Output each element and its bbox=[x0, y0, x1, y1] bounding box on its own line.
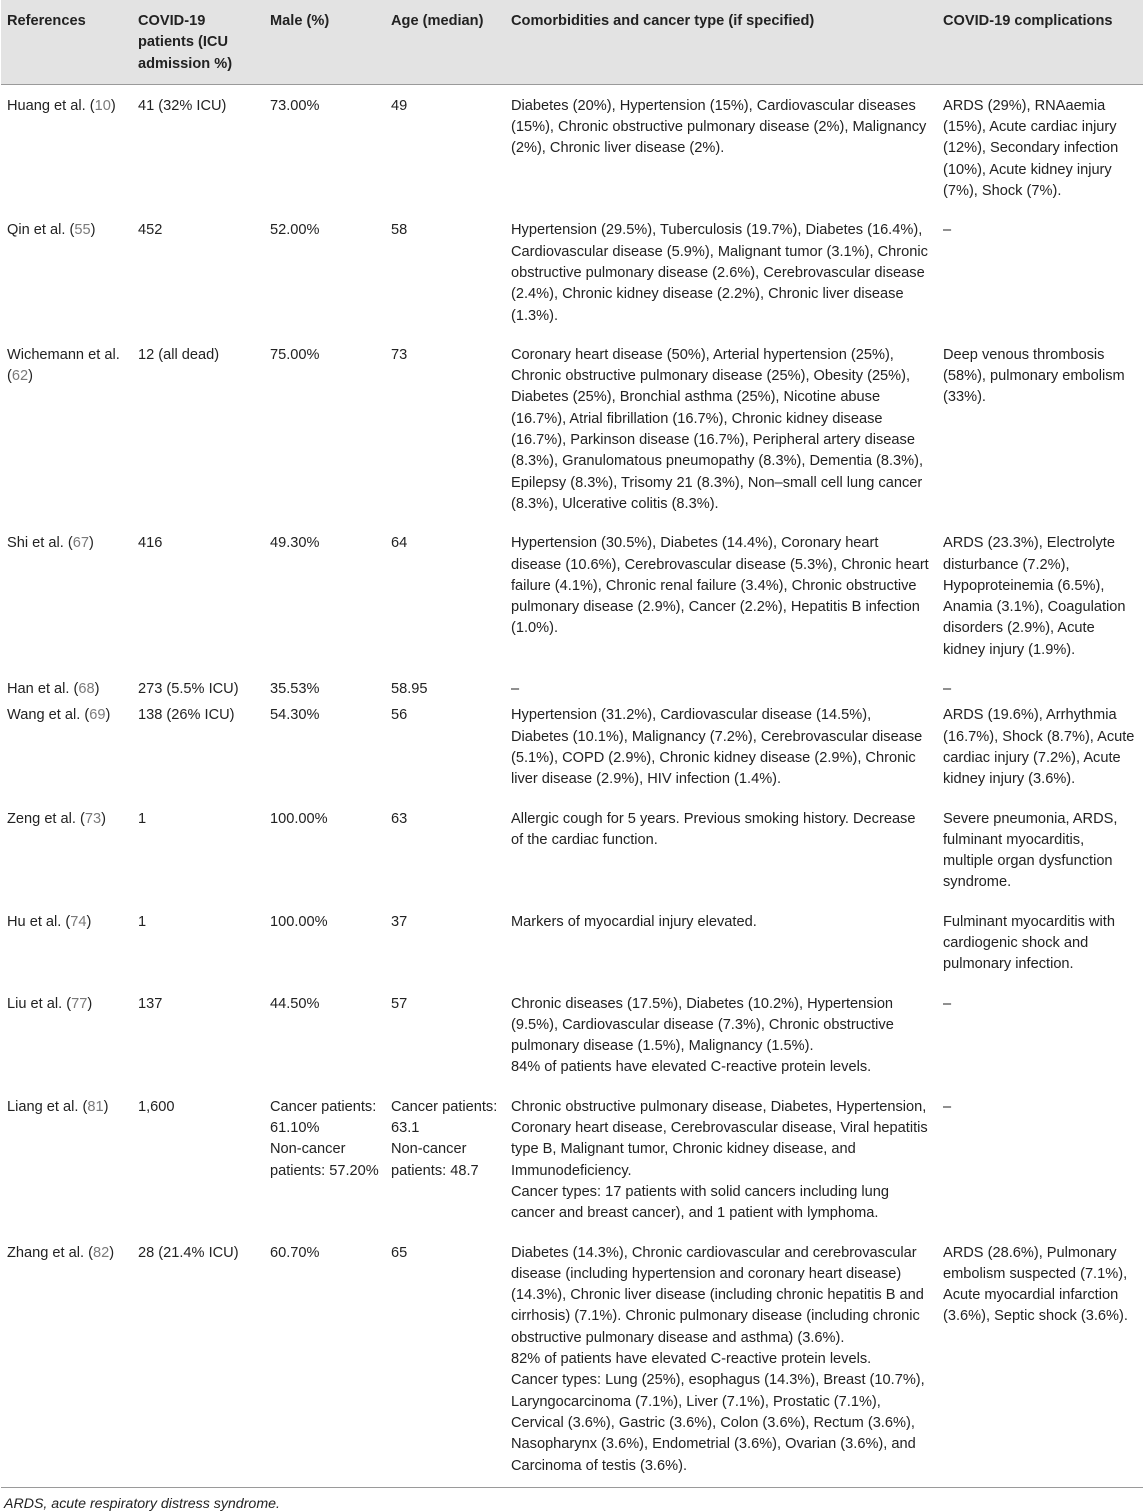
age-value: 65 bbox=[391, 1244, 408, 1261]
comorbidities-text: – bbox=[511, 681, 520, 698]
complications-cell bbox=[937, 1097, 1143, 1243]
reference-close: ) bbox=[28, 368, 33, 385]
patients-cell bbox=[132, 345, 264, 533]
age-value: 37 bbox=[391, 913, 408, 930]
male-value: 52.00% bbox=[270, 222, 320, 239]
age-cell bbox=[385, 809, 505, 912]
comorbidities-text: Hypertension (29.5%), Tuberculosis (19.7%), Diabetes (16.4%), Cardiovascular disease (5.9%), Malignant tumor (3.1%), Chronic obstructive pulmonary disease (2.6%), Cerebrovascular disease (2.4%), Chronic kidney disease (2.2%), Chronic liver disease (1.3%). bbox=[511, 222, 928, 324]
age-cell bbox=[385, 84, 505, 220]
comorbidities-cell bbox=[505, 994, 937, 1097]
reference-cell bbox=[1, 533, 132, 679]
male-cell bbox=[264, 679, 385, 705]
table-footnote: ARDS, acute respiratory distress syndrome. bbox=[4, 1495, 280, 1512]
reference-cell bbox=[1, 994, 132, 1097]
comorbidities-cell bbox=[505, 84, 937, 220]
age-cell bbox=[385, 220, 505, 344]
male-cell bbox=[264, 345, 385, 533]
reference-cell bbox=[1, 809, 132, 912]
complications-text: – bbox=[943, 1098, 952, 1115]
male-value: 49.30% bbox=[270, 535, 320, 552]
complications-text: – bbox=[943, 995, 952, 1012]
patients-value: 452 bbox=[138, 222, 163, 239]
complications-cell bbox=[937, 912, 1143, 994]
complications-cell bbox=[937, 679, 1143, 705]
reference-cell bbox=[1, 912, 132, 994]
patients-cell bbox=[132, 1097, 264, 1243]
table-body bbox=[1, 84, 1143, 1487]
complications-text: Deep venous thrombosis (58%), pulmonary embolism (33%). bbox=[943, 346, 1125, 406]
patients-cell bbox=[132, 533, 264, 679]
patients-value: 28 (21.4% ICU) bbox=[138, 1244, 239, 1261]
reference-link[interactable]: 67 bbox=[72, 535, 89, 552]
reference-cell bbox=[1, 84, 132, 220]
male-value: 35.53% bbox=[270, 681, 320, 698]
age-cell bbox=[385, 912, 505, 994]
age-value: 58.95 bbox=[391, 681, 428, 698]
male-value: 100.00% bbox=[270, 913, 328, 930]
comorbidities-cell bbox=[505, 220, 937, 344]
patients-value: 273 (5.5% ICU) bbox=[138, 681, 239, 698]
complications-cell bbox=[937, 809, 1143, 912]
table-row bbox=[1, 1097, 1143, 1243]
reference-link[interactable]: 68 bbox=[78, 681, 95, 698]
reference-author: Hu et al. ( bbox=[7, 913, 71, 930]
male-cell bbox=[264, 912, 385, 994]
age-cell bbox=[385, 533, 505, 679]
reference-close: ) bbox=[87, 995, 93, 1012]
complications-text: ARDS (19.6%), Arrhythmia (16.7%), Shock (8.7%), Acute cardiac injury (7.2%), Acute kidney injury (3.6%). bbox=[943, 707, 1135, 788]
comorbidities-cell bbox=[505, 912, 937, 994]
patients-cell bbox=[132, 679, 264, 705]
male-value: Non-cancer patients: 57.20% bbox=[270, 1141, 379, 1179]
male-value: 60.70% bbox=[270, 1244, 320, 1261]
male-cell bbox=[264, 705, 385, 808]
table-header-row bbox=[1, 0, 1143, 84]
reference-close: ) bbox=[90, 222, 96, 239]
age-cell bbox=[385, 679, 505, 705]
age-value: 58 bbox=[391, 222, 408, 239]
male-value: Cancer patients: 61.10% bbox=[270, 1098, 377, 1137]
male-cell bbox=[264, 994, 385, 1097]
table-row bbox=[1, 84, 1143, 220]
reference-author: Zeng et al. ( bbox=[7, 810, 85, 827]
age-value: 49 bbox=[391, 97, 408, 114]
patients-cell bbox=[132, 912, 264, 994]
header-patients: COVID-19 patients (ICU admission %) bbox=[132, 0, 264, 84]
table-row bbox=[1, 533, 1143, 679]
reference-author: Huang et al. ( bbox=[7, 97, 95, 114]
reference-author: Han et al. ( bbox=[7, 681, 79, 698]
comorbidities-cell bbox=[505, 1097, 937, 1243]
header-references: References bbox=[1, 0, 132, 84]
reference-close: ) bbox=[101, 810, 106, 827]
header-comorbidities: Comorbidities and cancer type (if specified) bbox=[505, 0, 937, 84]
table-row bbox=[1, 679, 1143, 705]
reference-cell bbox=[1, 220, 132, 344]
reference-cell bbox=[1, 705, 132, 808]
comorbidities-text: Hypertension (31.2%), Cardiovascular disease (14.5%), Diabetes (10.1%), Malignancy (7.2%), Cerebrovascular disease (5.1%), COPD (2.9%), Chronic kidney disease (2.9%), Chronic liver disease (2.9%), HIV infection (1.4%). bbox=[511, 707, 923, 788]
male-cell bbox=[264, 1097, 385, 1243]
comorbidities-text: Coronary heart disease (50%), Arterial hypertension (25%), Chronic obstructive pulmonary disease (25%), Obesity (25%), Diabetes (25%), Bronchial asthma (25%), Nicotine abuse (16.7%), Atrial fibrillation (16.7%), Chronic kidney disease (16.7%), Parkinson disease (16.7%), Peripheral artery disease (8.3%), Granulomatous pneumopathy (8.3%), Dementia (8.3%), Epilepsy (8.3%), Trisomy 21 (8.3%), Non–small cell lung cancer (8.3%), Ulcerative colitis (8.3%). bbox=[511, 346, 924, 512]
patients-value: 137 bbox=[138, 995, 163, 1012]
male-cell bbox=[264, 84, 385, 220]
reference-close: ) bbox=[103, 1098, 109, 1115]
complications-cell bbox=[937, 345, 1143, 533]
age-value: Non-cancer patients: 48.7 bbox=[391, 1141, 479, 1179]
reference-close: ) bbox=[94, 681, 100, 698]
patients-value: 138 (26% ICU) bbox=[138, 707, 235, 724]
age-value: 73 bbox=[391, 346, 408, 363]
reference-close: ) bbox=[86, 913, 92, 930]
age-value: 63 bbox=[391, 810, 408, 827]
comorbidities-text: Markers of myocardial injury elevated. bbox=[511, 913, 757, 930]
reference-cell bbox=[1, 679, 132, 705]
table-row bbox=[1, 345, 1143, 533]
comorbidities-text: Cancer types: 17 patients with solid cancers including lung cancer and breast cancer), and 1 patient with lymphoma. bbox=[511, 1183, 890, 1222]
patients-value: 41 (32% ICU) bbox=[138, 97, 227, 114]
age-cell bbox=[385, 994, 505, 1097]
reference-author: Wang et al. ( bbox=[7, 707, 90, 724]
table-row bbox=[1, 809, 1143, 912]
reference-link[interactable]: 74 bbox=[70, 913, 87, 930]
table-row bbox=[1, 994, 1143, 1097]
reference-link[interactable]: 81 bbox=[87, 1098, 104, 1115]
reference-author: Liang et al. ( bbox=[7, 1098, 88, 1115]
reference-link[interactable]: 62 bbox=[11, 368, 29, 385]
patients-cell bbox=[132, 1243, 264, 1488]
age-value: 56 bbox=[391, 707, 408, 724]
complications-text: ARDS (23.3%), Electrolyte disturbance (7.2%), Hypoproteinemia (6.5%), Anamia (3.1%), Coagulation disorders (2.9%), Acute kidney injury (1.9%). bbox=[943, 535, 1126, 658]
complications-cell bbox=[937, 994, 1143, 1097]
age-value: 64 bbox=[391, 535, 408, 552]
comorbidities-text: Diabetes (14.3%), Chronic cardiovascular and cerebrovascular disease (including hypertension and coronary heart disease) (14.3%), Chronic liver disease (including chronic hepatitis B and cirrhosis) (7.1%). Chronic pulmonary disease (including chronic obstructive pulmonary disease and asthma) (3.6%). bbox=[511, 1244, 924, 1346]
age-value: Cancer patients: 63.1 bbox=[391, 1098, 498, 1137]
reference-cell bbox=[1, 1097, 132, 1243]
reference-author: Liu et al. ( bbox=[7, 995, 72, 1012]
complications-cell bbox=[937, 533, 1143, 679]
reference-close: ) bbox=[88, 535, 94, 552]
complications-text: Fulminant myocarditis with cardiogenic shock and pulmonary infection. bbox=[943, 913, 1115, 973]
age-cell bbox=[385, 345, 505, 533]
header-complications: COVID-19 complications bbox=[937, 0, 1143, 84]
reference-link[interactable]: 10 bbox=[94, 97, 111, 114]
comorbidities-text: Chronic diseases (17.5%), Diabetes (10.2%), Hypertension (9.5%), Cardiovascular disease (7.3%), Chronic obstructive pulmonary disease (1.5%), Malignancy (1.5%). bbox=[511, 995, 894, 1055]
comorbidities-text: 82% of patients have elevated C-reactive protein levels. bbox=[511, 1351, 872, 1368]
reference-link[interactable]: 69 bbox=[89, 707, 106, 724]
age-value: 57 bbox=[391, 995, 408, 1012]
comorbidities-cell bbox=[505, 533, 937, 679]
reference-link[interactable]: 73 bbox=[84, 810, 102, 827]
complications-text: ARDS (29%), RNAaemia (15%), Acute cardiac injury (12%), Secondary infection (10%), Acute kidney injury (7%), Shock (7%). bbox=[943, 97, 1119, 200]
reference-author: Wichemann et al. ( bbox=[7, 346, 120, 385]
reference-author: Qin et al. ( bbox=[7, 222, 75, 239]
patients-cell bbox=[132, 84, 264, 220]
complications-text: – bbox=[943, 222, 952, 239]
comorbidities-text: Cancer types: Lung (25%), esophagus (14.3%), Breast (10.7%), Laryngocarcinoma (7.1%), Liver (7.1%), Prostatic (7.1%), Cervical (3.6%), Gastric (3.6%), Colon (3.6%), Rectum (3.6%), Nasopharynx (3.6%), Endometrial (3.6%), Ovarian (3.6%), and Carcinoma of testis (3.6%). bbox=[511, 1372, 925, 1474]
patients-value: 1 bbox=[138, 913, 147, 930]
table-row bbox=[1, 1243, 1143, 1488]
reference-close: ) bbox=[109, 1244, 115, 1261]
complications-cell bbox=[937, 705, 1143, 808]
table-row bbox=[1, 705, 1143, 808]
reference-link[interactable]: 82 bbox=[93, 1244, 110, 1261]
complications-cell bbox=[937, 1243, 1143, 1488]
patients-cell bbox=[132, 809, 264, 912]
male-cell bbox=[264, 809, 385, 912]
reference-author: Shi et al. ( bbox=[7, 535, 73, 552]
reference-author: Zhang et al. ( bbox=[7, 1244, 93, 1261]
comorbidities-cell bbox=[505, 679, 937, 705]
male-value: 100.00% bbox=[270, 810, 328, 827]
patients-value: 1,600 bbox=[138, 1098, 175, 1115]
age-cell bbox=[385, 1243, 505, 1488]
comorbidities-text: Diabetes (20%), Hypertension (15%), Cardiovascular diseases (15%), Chronic obstructive pulmonary disease (2%), Malignancy (2%), Chronic liver disease (2%). bbox=[511, 97, 927, 157]
comorbidities-cell bbox=[505, 705, 937, 808]
age-cell bbox=[385, 705, 505, 808]
reference-link[interactable]: 55 bbox=[74, 222, 91, 239]
age-cell bbox=[385, 1097, 505, 1243]
table-row bbox=[1, 912, 1143, 994]
complications-text: – bbox=[943, 681, 952, 698]
comorbidities-text: Hypertension (30.5%), Diabetes (14.4%), Coronary heart disease (10.6%), Cerebrovascular disease (5.3%), Chronic heart failure (4.1%), Chronic renal failure (3.4%), Chronic obstructive pulmonary disease (2.9%), Cancer (2.2%), Hepatitis B infection (1.0%). bbox=[511, 535, 929, 637]
reference-close: ) bbox=[105, 707, 111, 724]
table-row bbox=[1, 220, 1143, 344]
comorbidities-cell bbox=[505, 1243, 937, 1488]
reference-close: ) bbox=[110, 97, 116, 114]
comorbidities-text: Chronic obstructive pulmonary disease, Diabetes, Hypertension, Coronary heart disease, Cerebrovascular disease, Viral hepatitis type B, Malignant tumor, Chronic kidney disease, and Immunodeficiency. bbox=[511, 1098, 928, 1179]
comorbidities-text: Allergic cough for 5 years. Previous smoking history. Decrease of the cardiac function. bbox=[511, 810, 916, 848]
male-value: 54.30% bbox=[270, 707, 320, 724]
comorbidities-cell bbox=[505, 345, 937, 533]
patients-value: 1 bbox=[138, 810, 147, 827]
patients-value: 416 bbox=[138, 535, 163, 552]
male-cell bbox=[264, 533, 385, 679]
male-value: 73.00% bbox=[270, 97, 320, 114]
patients-cell bbox=[132, 220, 264, 344]
male-value: 75.00% bbox=[270, 346, 320, 363]
covid-comorbidities-table bbox=[1, 0, 1143, 1488]
patients-cell bbox=[132, 705, 264, 808]
reference-link[interactable]: 77 bbox=[71, 995, 88, 1012]
reference-cell bbox=[1, 345, 132, 533]
male-value: 44.50% bbox=[270, 995, 320, 1012]
patients-value: 12 (all dead) bbox=[138, 346, 220, 363]
complications-cell bbox=[937, 84, 1143, 220]
header-age: Age (median) bbox=[385, 0, 505, 84]
male-cell bbox=[264, 220, 385, 344]
reference-cell bbox=[1, 1243, 132, 1488]
complications-text: Severe pneumonia, ARDS, fulminant myocarditis, multiple organ dysfunction syndrome. bbox=[943, 810, 1118, 891]
male-cell bbox=[264, 1243, 385, 1488]
header-male: Male (%) bbox=[264, 0, 385, 84]
patients-cell bbox=[132, 994, 264, 1097]
comorbidities-cell bbox=[505, 809, 937, 912]
complications-cell bbox=[937, 220, 1143, 344]
complications-text: ARDS (28.6%), Pulmonary embolism suspected (7.1%), Acute myocardial infarction (3.6%), Septic shock (3.6%). bbox=[943, 1244, 1128, 1325]
comorbidities-text: 84% of patients have elevated C-reactive protein levels. bbox=[511, 1059, 872, 1076]
